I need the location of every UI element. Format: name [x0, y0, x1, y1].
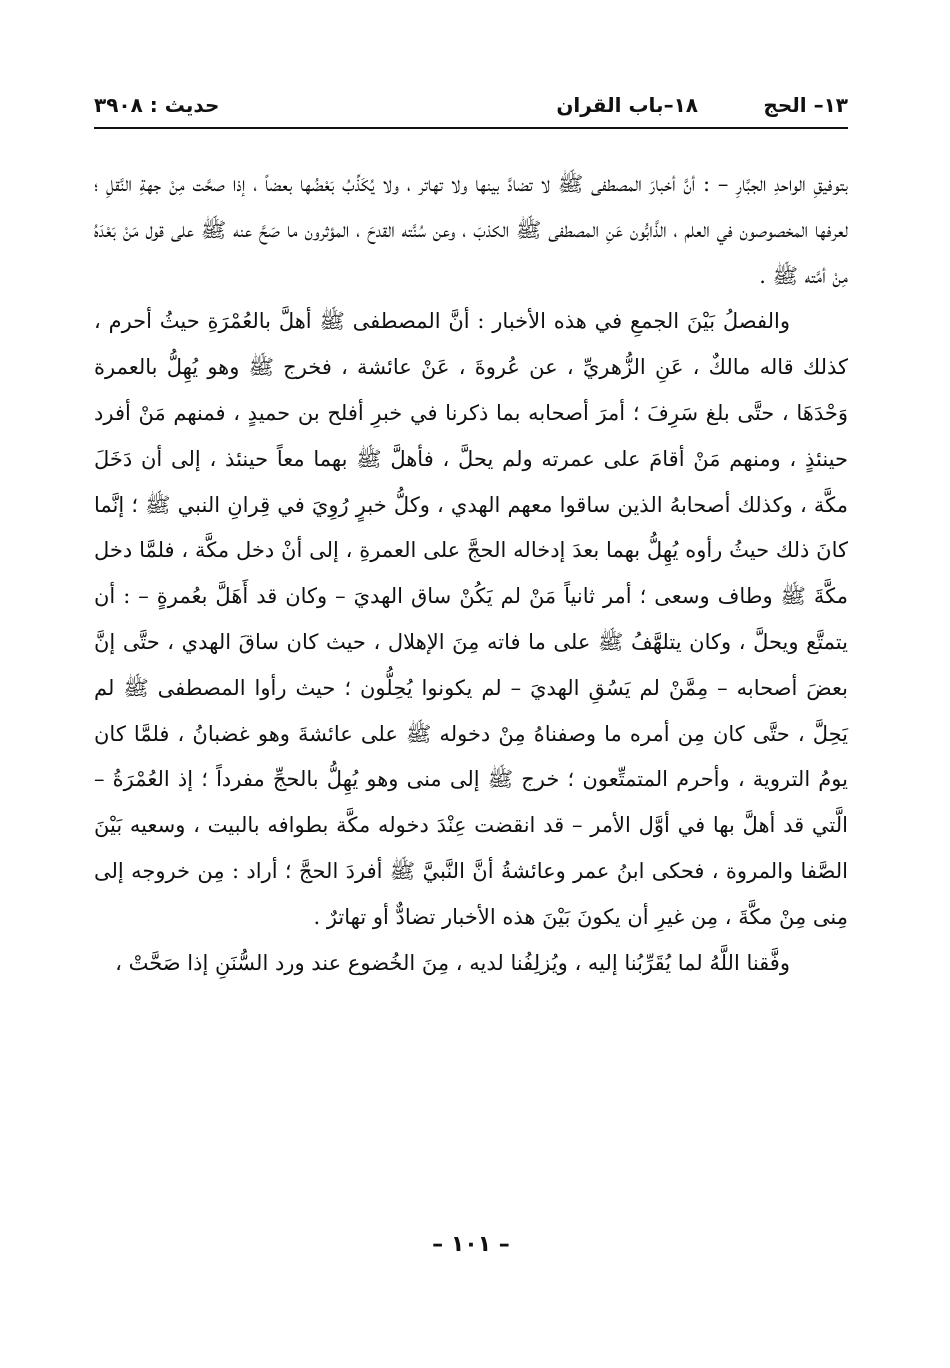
- paragraph: والفصلُ بَيْنَ الجمعِ في هذه الأخبار : أنَّ المصطفى ﷺ أهلَّ بالعُمْرَةِ حيثُ أحرم ، كذلك قاله مالكٌ ، عَنِ الزُّهريِّ ، عن عُروةَ ، عَنْ عائشة ، فخرج ﷺ وهو يُهِلُّ بالعمرة وَحْدَهَا ، حتَّى بلغ سَرِفَ ؛ أمرَ أصحابه بما ذكرنا في خبرِ أفلح بن حميدٍ ، فمنهم مَنْ أفرد حينئذٍ ، ومنهم مَنْ أقامَ على عمرته ولم يحلَّ ، فأهلَّ ﷺ بهما معاً حينئذ ، إلى أن دَخَلَ مكَّة ، وكذلك أصحابهُ الذين ساقوا معهم الهدي ، وكلُّ خبرٍ رُوِيَ في قِرانِ النبي ﷺ ؛ إنَّما كانَ ذلك حيثُ رأوه يُهِلُّ بهما بعدَ إدخاله الحجَّ على العمرةِ ، إلى أنْ دخل مكَّة ، فلمَّا دخل مكَّةَ ﷺ وطاف وسعى ؛ أمر ثانياً مَنْ لم يَكُنْ ساق الهديَ – وكان قد أَهَلَّ بعُمرةٍ – : أن يتمتَّع ويحلَّ ، وكان يتلهَّفُ ﷺ على ما فاته مِنَ الإهلال ، حيث كان ساقَ الهدي ، حتَّى إنَّ بعضَ أصحابه – مِمَّنْ لم يَسُقِ الهديَ – لم يكونوا يُحِلُّون ؛ حيث رأوا المصطفى ﷺ لم يَحِلَّ ، حتَّى كان مِن أمره ما وصفناهُ مِنْ دخوله ﷺ على عائشةَ وهو غضبانُ ، فلمَّا كان يومُ التروية ، وأحرم المتمتِّعون ؛ خرج ﷺ إلى منى وهو يُهِلُّ بالحجِّ مفرداً ؛ إذ العُمْرَةُ – الَّتي قد أهلَّ بها في أوَّل الأمر – قد انقضت عِنْدَ دخوله مكَّة بطوافه بالبيت ، وسعيه بَيْنَ الصَّفا والمروة ، فحكى ابنُ عمر وعائشةُ أنَّ النَّبيَّ ﷺ أفردَ الحجَّ ؛ أراد : مِن خروجه إلى مِنى مِنْ مكَّةَ ، مِن غيرِ أن يكونَ بَيْنَ هذه الأخبار تضادٌّ أو تهاترٌ .: [94, 309, 848, 929]
- page: [94, 0, 848, 1368]
- chapter-title: ١٣– الحج: [763, 93, 848, 117]
- page-number: – ١٠١ –: [432, 1232, 510, 1257]
- header-divider: [94, 127, 848, 129]
- body-text: [94, 162, 848, 986]
- running-header: [94, 88, 848, 122]
- hadith-number: حديث : ٣٩٠٨: [94, 93, 220, 117]
- paragraph: بتوفيقِ الواحدِ الجبَّارِ – : أنَّ أخبارَ المصطفى ﷺ لا تضادَّ بينها ولا تهاتر ، ولا يُكَذِّبُ بَعْضُها بعضاً ، إذا صحَّت مِنْ جهةِ النَّقلِ ؛ لعرفها المخصوصون في العلم ، الذَّابُّون عَنِ المصطفى ﷺ الكذبَ ، وعن سُنَّته القدحَ ، المؤثرون ما صَحَّ عنه ﷺ على قول مَنْ بَعْدَهُ مِنْ أمَّته ﷺ .: [94, 172, 848, 288]
- section-title: ١٨–باب القران: [556, 93, 698, 117]
- paragraph: وفَّقنا اللَّهُ لما يُقَرِّبُنا إليه ، ويُزلِفُنا لديه ، مِنَ الخُضوع عند ورد السُّنَنِ إذا صَحَّتْ ،: [115, 950, 790, 975]
